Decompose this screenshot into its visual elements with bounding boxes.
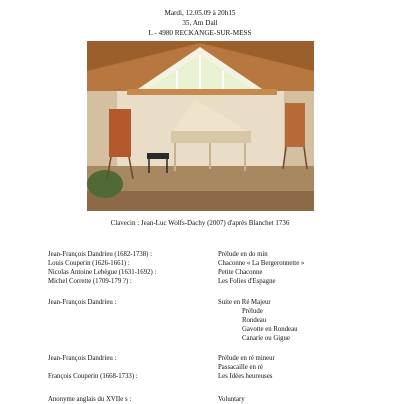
- composer: Jean-François Dandrieu (1682-1738) :: [48, 251, 153, 258]
- composer: Anonyme anglais du XVIIe s :: [48, 396, 132, 403]
- movement: Gavotte en Rondeau: [242, 326, 298, 333]
- piece: Prélude en ré mineur: [218, 355, 275, 362]
- composer: Louis Couperin (1626-1661) :: [48, 260, 130, 267]
- piece: Prélude en do min: [218, 251, 268, 258]
- venue-street: 35, Am Dall: [182, 19, 218, 27]
- movement: Canarie ou Gigue: [242, 335, 290, 342]
- section3-pieces: [218, 354, 275, 381]
- movement: Prélude: [242, 308, 263, 315]
- piece: Passacaille en ré: [218, 364, 263, 371]
- piece: Petite Chaconne: [218, 269, 263, 276]
- composer: Jean-François Dandrieu :: [48, 355, 117, 362]
- section3-composers: [48, 354, 138, 381]
- composer: Jean-François Dandrieu :: [48, 299, 117, 306]
- section2-composers: [48, 298, 116, 307]
- suite-title: Suite en Ré Majeur: [218, 299, 271, 306]
- piece: Les Idées heureuses: [218, 373, 273, 380]
- section2-pieces: [218, 298, 298, 343]
- instrument-caption: Clavecin : Jean-Luc Wolfs-Dachy (2007) d'après Blanchet 1736: [110, 219, 290, 227]
- section1-pieces: [218, 250, 304, 286]
- piece: Chaconne « La Bergeronnette »: [218, 260, 305, 267]
- composer: Nicolas Antoine Lebègue (1631-1692) :: [48, 269, 157, 276]
- concert-date: Mardi, 12.05.09 à 20h15: [164, 9, 236, 17]
- piece: Voluntary: [218, 396, 245, 403]
- harpsichord-room-illustration: [87, 41, 314, 211]
- concert-header: [0, 8, 400, 38]
- venue-city: L - 4980 RECKANGE-SUR-MESS: [148, 29, 252, 37]
- harpsichord-photo: [87, 41, 314, 211]
- piece: Les Folies d'Espagne: [218, 278, 276, 285]
- movement: Rondeau: [242, 317, 267, 324]
- composer: Michel Corrette (1709-179 ?) :: [48, 278, 132, 285]
- section1-composers: [48, 250, 156, 286]
- composer: François Couperin (1668-1733) :: [48, 373, 138, 380]
